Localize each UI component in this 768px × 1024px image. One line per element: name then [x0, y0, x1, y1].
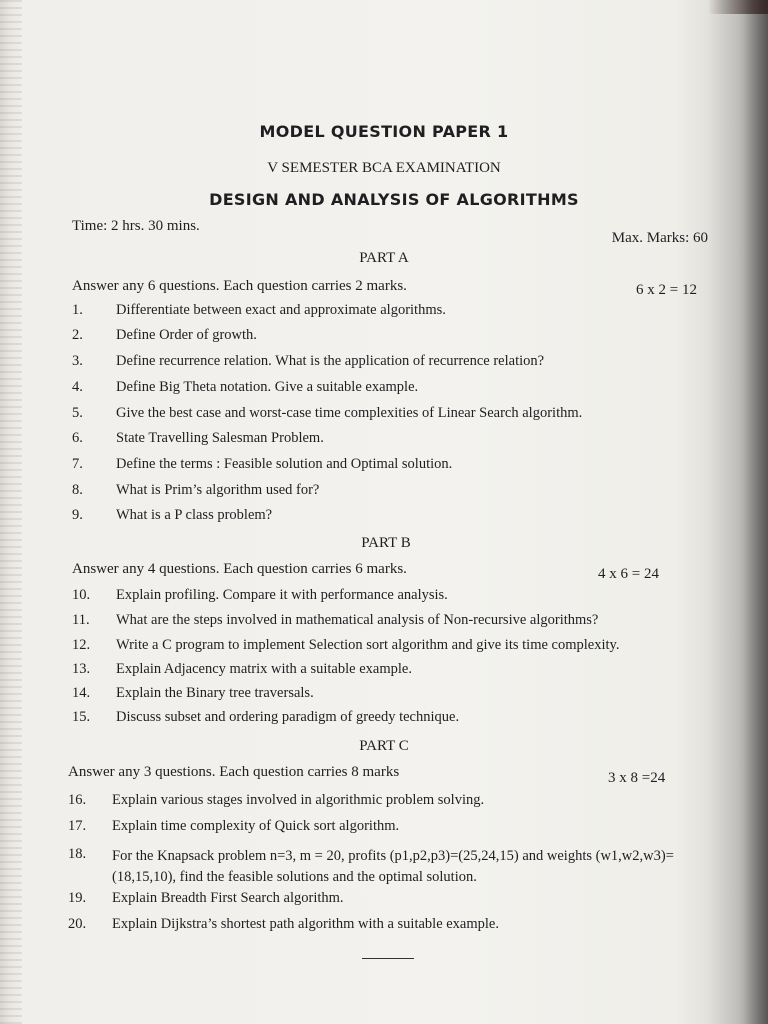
question-number: 11.	[72, 612, 90, 628]
scan-corner	[708, 0, 768, 14]
part-c-instruction: Answer any 3 questions. Each question carries 8 marks	[68, 764, 400, 780]
question-text: Define the terms : Feasible solution and Optimal solution.	[116, 456, 453, 472]
question-text: Explain profiling. Compare it with performance analysis.	[116, 587, 448, 603]
question-number: 14.	[72, 685, 91, 701]
question-text: Give the best case and worst-case time complexities of Linear Search algorithm.	[116, 405, 583, 421]
max-marks: Max. Marks: 60	[611, 230, 708, 246]
question-text: For the Knapsack problem n=3, m = 20, profits (p1,p2,p3)=(25,24,15) and weights (w1,w2,w3)=(18,15,10), find the feasible solutions and the optimal solution.	[112, 848, 674, 885]
question-number: 1.	[72, 302, 83, 318]
question-text: Define Big Theta notation. Give a suitable example.	[116, 379, 419, 395]
question-number: 13.	[72, 661, 91, 677]
question-text: Explain the Binary tree traversals.	[116, 685, 314, 701]
scan-shadow	[708, 0, 768, 1024]
question-text: What is a P class problem?	[116, 507, 273, 523]
question-text: State Travelling Salesman Problem.	[116, 430, 324, 446]
part-b-marks: 4 x 6 = 24	[598, 566, 659, 582]
part-b-instruction: Answer any 4 questions. Each question carries 6 marks.	[72, 561, 407, 577]
question-number: 19.	[68, 890, 87, 906]
question-text: What is Prim’s algorithm used for?	[116, 482, 320, 498]
question-number: 2.	[72, 327, 83, 343]
part-a-instruction: Answer any 6 questions. Each question carries 2 marks.	[72, 278, 407, 294]
question-number: 7.	[72, 456, 83, 472]
part-b-title: PART B	[361, 535, 411, 551]
question-text: Explain Dijkstra’s shortest path algorithm with a suitable example.	[112, 916, 499, 932]
question-text: Explain time complexity of Quick sort algorithm.	[112, 818, 400, 834]
end-rule	[362, 958, 414, 959]
question-number: 16.	[68, 792, 87, 808]
part-a-marks: 6 x 2 = 12	[636, 282, 697, 298]
question-number: 3.	[72, 353, 83, 369]
paper-title: MODEL QUESTION PAPER 1	[259, 122, 509, 141]
question-number: 9.	[72, 507, 83, 523]
question-number: 12.	[72, 637, 91, 653]
question-number: 5.	[72, 405, 83, 421]
question-text: Discuss subset and ordering paradigm of greedy technique.	[116, 709, 460, 725]
part-a-title: PART A	[359, 250, 409, 266]
part-c-title: PART C	[359, 738, 409, 754]
question-text: Define recurrence relation. What is the application of recurrence relation?	[116, 353, 545, 369]
question-text: Explain various stages involved in algorithmic problem solving.	[112, 792, 485, 808]
subject-title: DESIGN AND ANALYSIS OF ALGORITHMS	[209, 190, 579, 209]
question-text: Explain Breadth First Search algorithm.	[112, 890, 344, 906]
scan-edge-noise	[0, 0, 22, 1024]
question-number: 17.	[68, 818, 87, 834]
question-number: 4.	[72, 379, 83, 395]
exam-name: V SEMESTER BCA EXAMINATION	[267, 160, 501, 176]
question-number: 10.	[72, 587, 91, 603]
question-number: 15.	[72, 709, 91, 725]
question-text: Explain Adjacency matrix with a suitable example.	[116, 661, 412, 677]
question-text: Write a C program to implement Selection sort algorithm and give its time complexity.	[116, 637, 620, 653]
question-number: 8.	[72, 482, 83, 498]
question-text: What are the steps involved in mathematical analysis of Non-recursive algorithms?	[116, 612, 599, 628]
question-text: Differentiate between exact and approximate algorithms.	[116, 302, 446, 318]
question-number: 18.	[68, 846, 87, 862]
part-c-marks: 3 x 8 =24	[608, 770, 666, 786]
question-text: Define Order of growth.	[116, 327, 257, 343]
question-number: 6.	[72, 430, 83, 446]
exam-duration: Time: 2 hrs. 30 mins.	[72, 218, 200, 234]
question-number: 20.	[68, 916, 87, 932]
